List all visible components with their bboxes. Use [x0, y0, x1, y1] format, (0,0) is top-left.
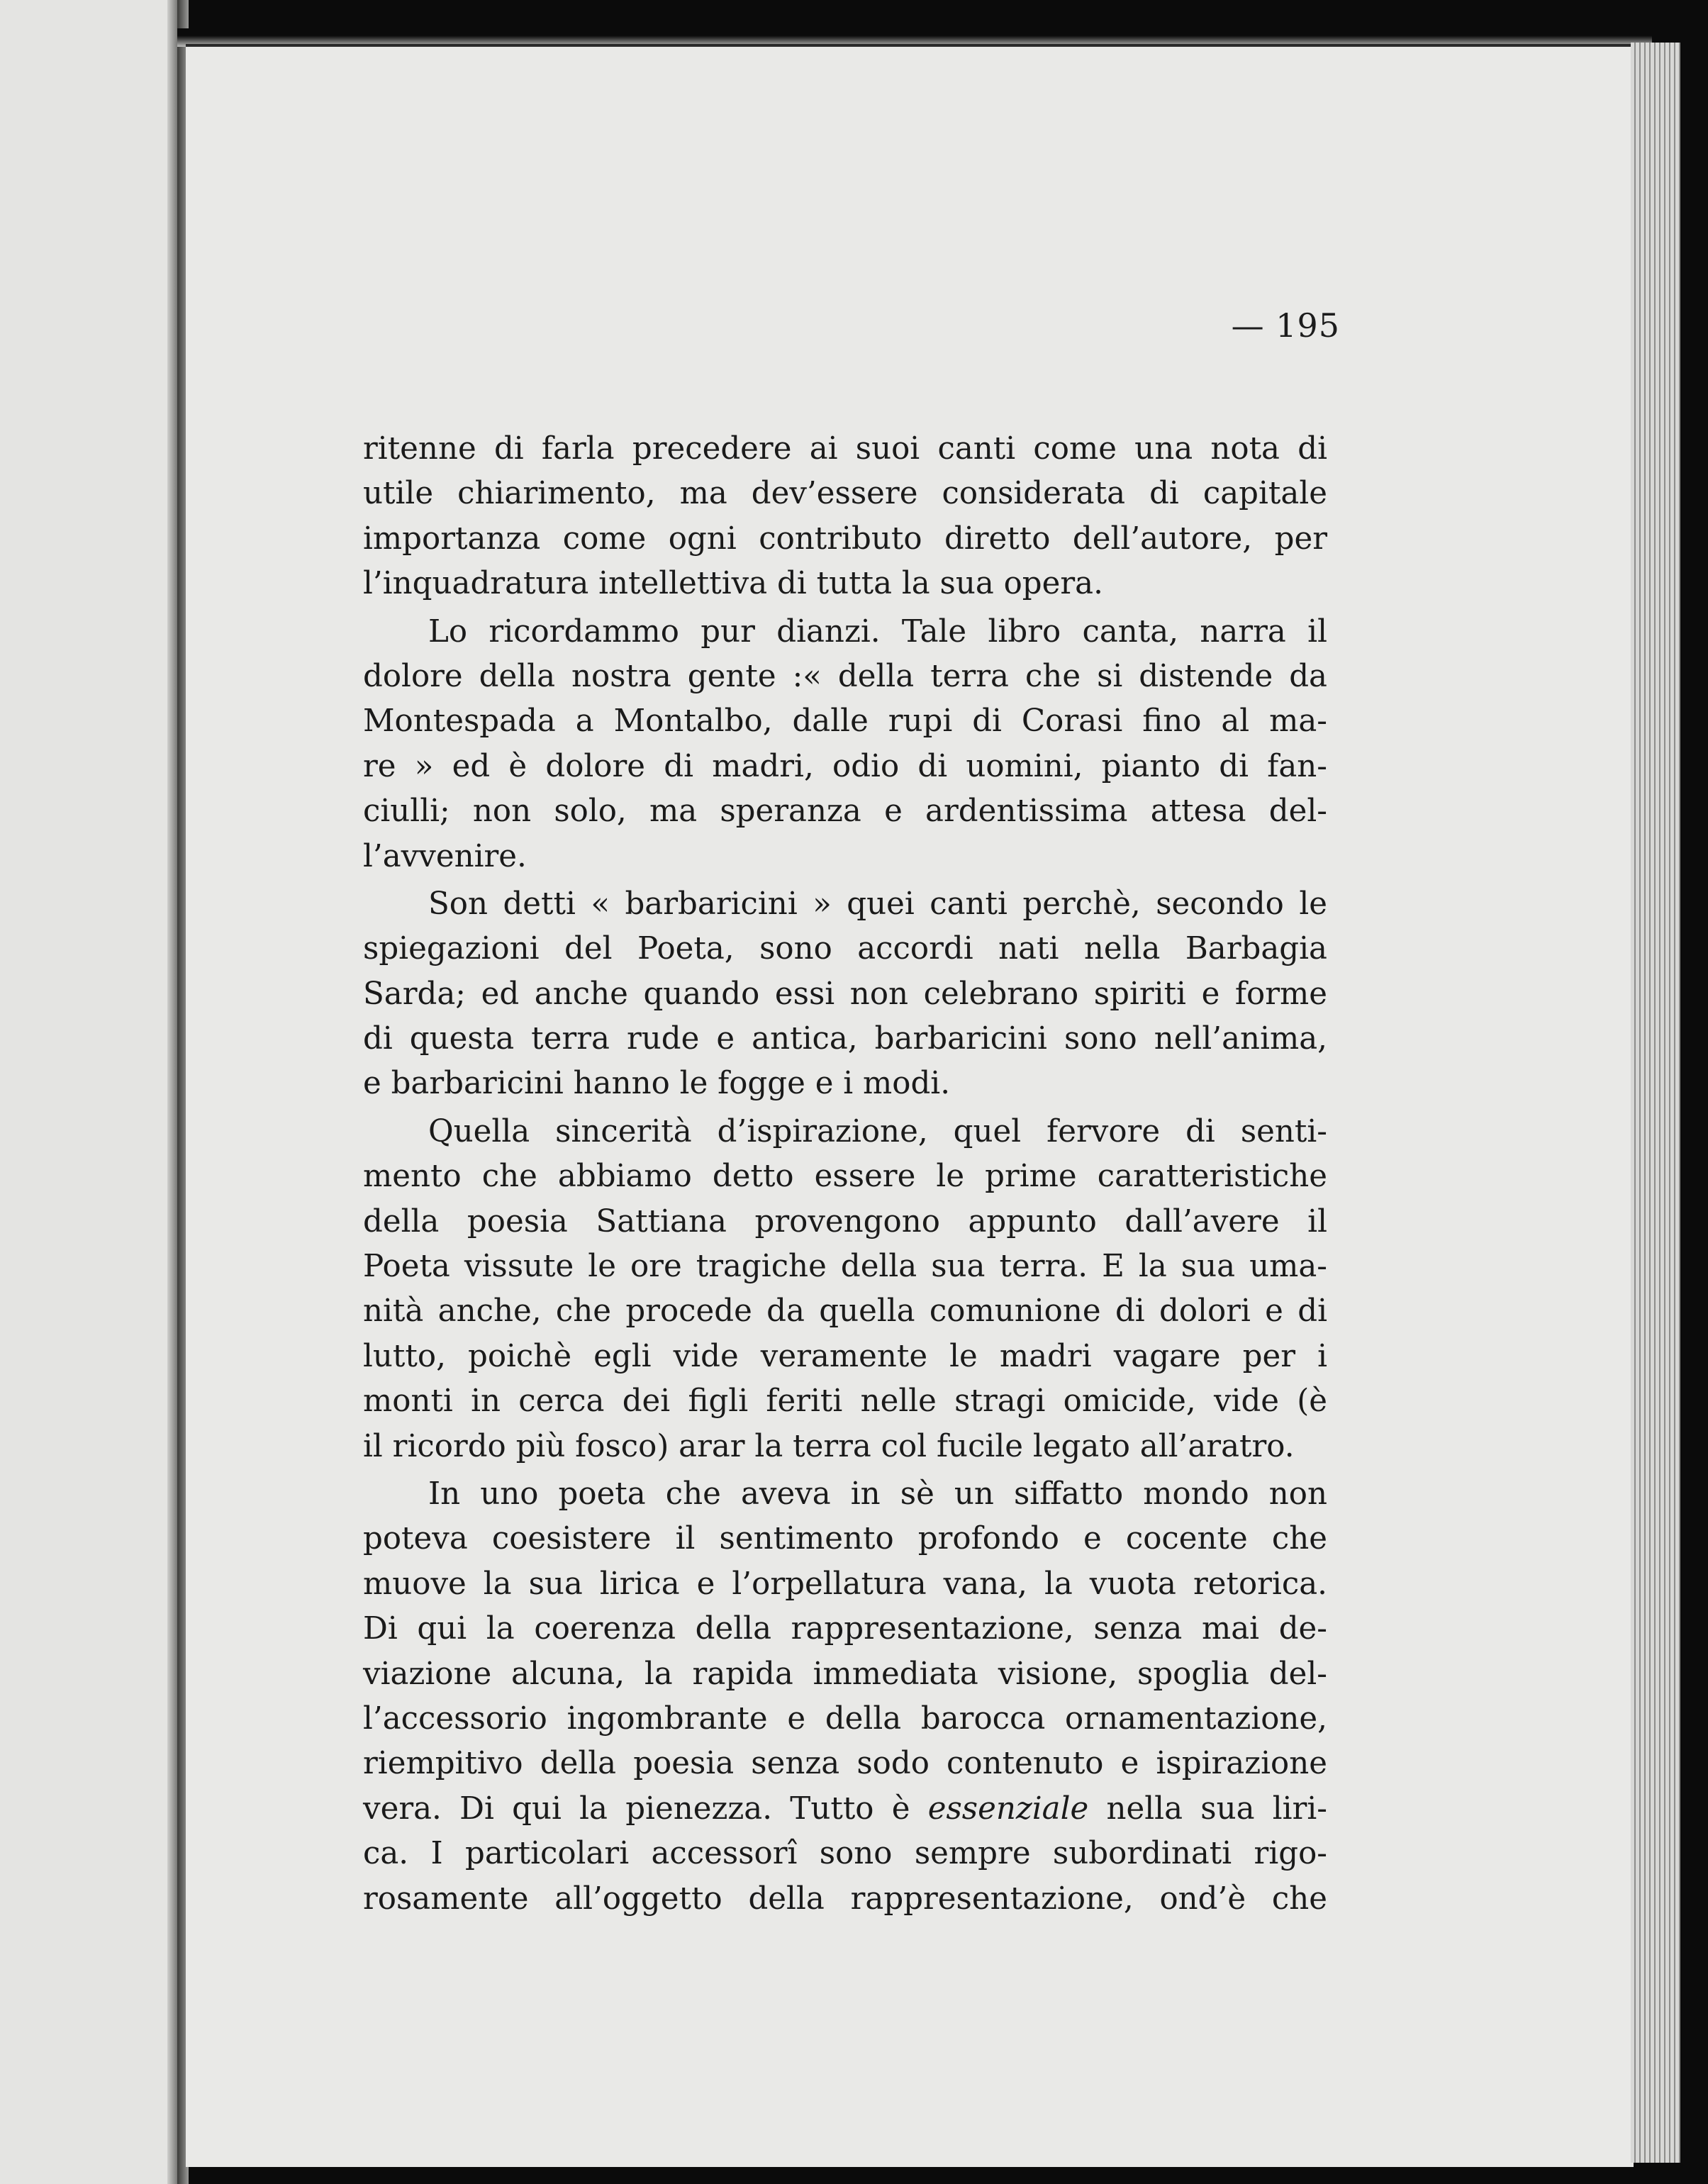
text-line: monti in cerca dei figli feriti nelle stragi omicide, vide (è: [363, 1383, 1327, 1420]
text-line: Poeta vissute le ore tragiche della sua terra. E la sua uma-: [363, 1249, 1327, 1285]
paragraph-4: [363, 1110, 1327, 1469]
text-line: nità anche, che procede da quella comunione di dolori e di: [363, 1293, 1327, 1330]
text-line: Quella sincerità d’ispirazione, quel fervore di senti-: [428, 1113, 1327, 1149]
text-line: poteva coesistere il sentimento profondo e cocente che: [363, 1521, 1327, 1557]
text-line: l’avvenire.: [363, 838, 527, 874]
paragraph-5: [363, 1472, 1327, 1922]
text-line-with-italic: [363, 1787, 1327, 1832]
text-line: l’inquadratura intellettiva di tutta la sua opera.: [363, 566, 1103, 602]
text-line: ritenne di farla precedere ai suoi canti come una nota di: [363, 431, 1327, 467]
text-line: In uno poeta che aveva in sè un siffatto mondo non: [428, 1476, 1327, 1512]
text-line: Son detti « barbaricini » quei canti perchè, secondo le: [428, 886, 1327, 922]
text-line: viazione alcuna, la rapida immediata visione, spoglia del-: [363, 1656, 1327, 1692]
text-line: riempitivo della poesia senza sodo contenuto e ispirazione: [363, 1746, 1327, 1782]
text-line: Montespada a Montalbo, dalle rupi di Corasi fino al ma-: [363, 703, 1327, 740]
paragraph-1: [363, 427, 1327, 607]
paragraph-3: [363, 882, 1327, 1107]
text-line: spiegazioni del Poeta, sono accordi nati nella Barbagia: [363, 931, 1327, 967]
facing-page-edge: [0, 0, 177, 2184]
text-segment: vera. Di qui la pienezza. Tutto è: [363, 1790, 928, 1827]
text-line: mento che abbiamo detto essere le prime caratteristiche: [363, 1159, 1327, 1195]
text-line: dolore della nostra gente :« della terra che si distende da: [363, 658, 1327, 694]
text-line: Sarda; ed anche quando essi non celebrano spiriti e forme: [363, 976, 1327, 1012]
text-line: rosamente all’oggetto della rappresentazione, ond’è che: [363, 1881, 1327, 1917]
text-line: ciulli; non solo, ma speranza e ardentissima attesa del-: [363, 793, 1327, 830]
text-line: l’accessorio ingombrante e della barocca ornamentazione,: [363, 1700, 1327, 1737]
body-text: [363, 427, 1327, 1922]
text-line: importanza come ogni contributo diretto dell’autore, per: [363, 520, 1327, 557]
text-segment: nella sua liri-: [1088, 1790, 1327, 1827]
text-line: il ricordo più fosco) arar la terra col fucile legato all’aratro.: [363, 1428, 1295, 1464]
scan-background-right: [1680, 28, 1708, 2184]
italic-word: essenziale: [927, 1790, 1089, 1827]
text-line: e barbaricini hanno le fogge e i modi.: [363, 1066, 951, 1102]
text-line: Di qui la coerenza della rappresentazione, senza mai de-: [363, 1611, 1327, 1647]
text-line: di questa terra rude e antica, barbaricini sono nell’anima,: [363, 1021, 1327, 1057]
paragraph-2: [363, 610, 1327, 879]
page-number: — 195: [1231, 306, 1340, 345]
page-stack-edges: [1631, 43, 1680, 2163]
text-line: della poesia Sattiana provengono appunto dall’avere il: [363, 1203, 1327, 1239]
text-line: Lo ricordammo pur dianzi. Tale libro canta, narra il: [428, 613, 1327, 650]
text-line: lutto, poichè egli vide veramente le madri vagare per i: [363, 1338, 1327, 1374]
text-line: utile chiarimento, ma dev’essere considerata di capitale: [363, 476, 1327, 512]
text-line: muove la sua lirica e l’orpellatura vana, la vuota retorica.: [363, 1566, 1327, 1602]
text-line: re » ed è dolore di madri, odio di uomini, pianto di fan-: [363, 748, 1327, 784]
text-line: ca. I particolari accessorî sono sempre subordinati rigo-: [363, 1836, 1327, 1872]
